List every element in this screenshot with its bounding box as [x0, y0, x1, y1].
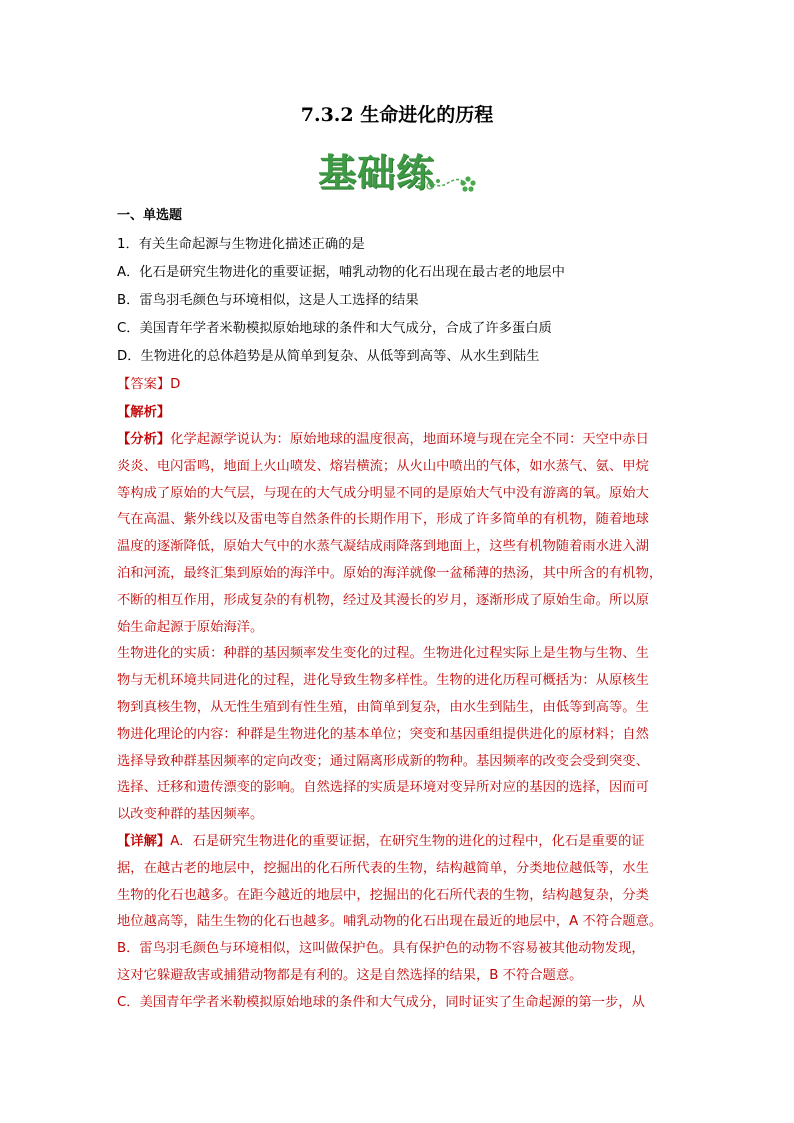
- xiangjie-line: 地位越高等，陆生生物的化石也越多。哺乳动物的化石出现在最近的地层中，A 不符合题意。: [117, 914, 663, 930]
- evolution-line: 以改变种群的基因频率。: [117, 807, 264, 823]
- evolution-line: 选择、迁移和遗传漂变的影响。自然选择的实质是环境对变异所对应的基因的选择，因而可: [117, 780, 649, 796]
- question-stem: 1．有关生命起源与生物进化描述正确的是: [117, 237, 365, 252]
- xiangjie-paragraph: [117, 829, 682, 1017]
- xiangjie-line: 这对它躲避敌害或捕猎动物都是有利的。这是自然选择的结果，B 不符合题意。: [117, 967, 583, 983]
- xiangjie-line: C．美国青年学者米勒模拟原始地球的条件和大气成分，同时证实了生命起源的第一步，从: [117, 994, 645, 1010]
- page-title: 7.3.2 生命进化的历程: [300, 104, 494, 126]
- xiangjie-line: B．雷鸟羽毛颜色与环境相似，这叫做保护色。具有保护色的动物不容易被其他动物发现，: [117, 941, 645, 957]
- section-heading: 一、单选题: [117, 208, 183, 223]
- xiangjie-tag: 【详解】: [117, 833, 171, 849]
- fenxi-line: 等构成了原始的大气层，与现在的大气成分明显不同的是原始大气中没有游离的氧。原始大: [117, 485, 649, 501]
- evolution-line: 物到真核生物，从无性生殖到有性生殖，由简单到复杂，由水生到陆生，由低等到高等。生: [117, 699, 649, 715]
- vine-decoration-icon: [416, 170, 476, 196]
- option-a: A．化石是研究生物进化的重要证据，哺乳动物的化石出现在最古老的地层中: [117, 265, 565, 280]
- fenxi-line: 【分析】化学起源学说认为：原始地球的温度很高，地面环境与现在完全不同：天空中赤日: [117, 432, 649, 447]
- evolution-line: 选择导致种群基因频率的定向改变；通过隔离形成新的物种。基因频率的改变会受到突变、: [117, 753, 649, 769]
- exercise-banner: [316, 140, 476, 196]
- evolution-paragraph: [117, 641, 682, 829]
- banner-text: 基础练: [318, 151, 436, 195]
- fenxi-line: 气在高温、紫外线以及雷电等自然条件的长期作用下，形成了许多简单的有机物，随着地球: [117, 512, 649, 528]
- xiangjie-line: 据，在越古老的地层中，挖掘出的化石所代表的生物，结构越简单，分类地位越低等，水生: [117, 860, 649, 876]
- answer-label: 【答案】D: [117, 377, 181, 392]
- option-b: B．雷鸟羽毛颜色与环境相似，这是人工选择的结果: [117, 293, 419, 308]
- fenxi-line: 泊和河流，最终汇集到原始的海洋中。原始的海洋就像一盆稀薄的热汤，其中所含的有机物，: [117, 565, 663, 581]
- fenxi-tag: 【分析】: [117, 432, 171, 447]
- evolution-line: 物进化理论的内容：种群是生物进化的基本单位；突变和基因重组提供进化的原材料；自然: [117, 726, 649, 742]
- evolution-line: 生物进化的实质：种群的基因频率发生变化的过程。生物进化过程实际上是生物与生物、生: [117, 646, 649, 662]
- evolution-line: 物与无机环境共同进化的过程，进化导致生物多样性。生物的进化历程可概括为：从原核生: [117, 673, 649, 689]
- fenxi-paragraph: [117, 427, 682, 641]
- content-body: [117, 205, 682, 1017]
- fenxi-line: 温度的逐渐降低，原始大气中的水蒸气凝结成雨降落到地面上，这些有机物随着雨水进入湖: [117, 539, 649, 555]
- fenxi-line: 炎炎、电闪雷鸣，地面上火山喷发、熔岩横流；从火山中喷出的气体，如水蒸气、氨、甲烷: [117, 458, 649, 474]
- fenxi-line: 始生命起源于原始海洋。: [117, 619, 264, 635]
- analysis-label: 【解析】: [117, 405, 171, 420]
- xiangjie-line: 生物的化石也越多。在距今越近的地层中，挖掘出的化石所代表的生物，结构越复杂，分类: [117, 887, 649, 903]
- fenxi-line: 不断的相互作用，形成复杂的有机物，经过及其漫长的岁月，逐渐形成了原始生命。所以原: [117, 592, 649, 608]
- option-c: C．美国青年学者米勒模拟原始地球的条件和大气成分，合成了许多蛋白质: [117, 321, 552, 336]
- option-d: D．生物进化的总体趋势是从简单到复杂、从低等到高等、从水生到陆生: [117, 349, 540, 364]
- xiangjie-line: 【详解】A．石是研究生物进化的重要证据，在研究生物的进化的过程中，化石是重要的证: [117, 833, 645, 849]
